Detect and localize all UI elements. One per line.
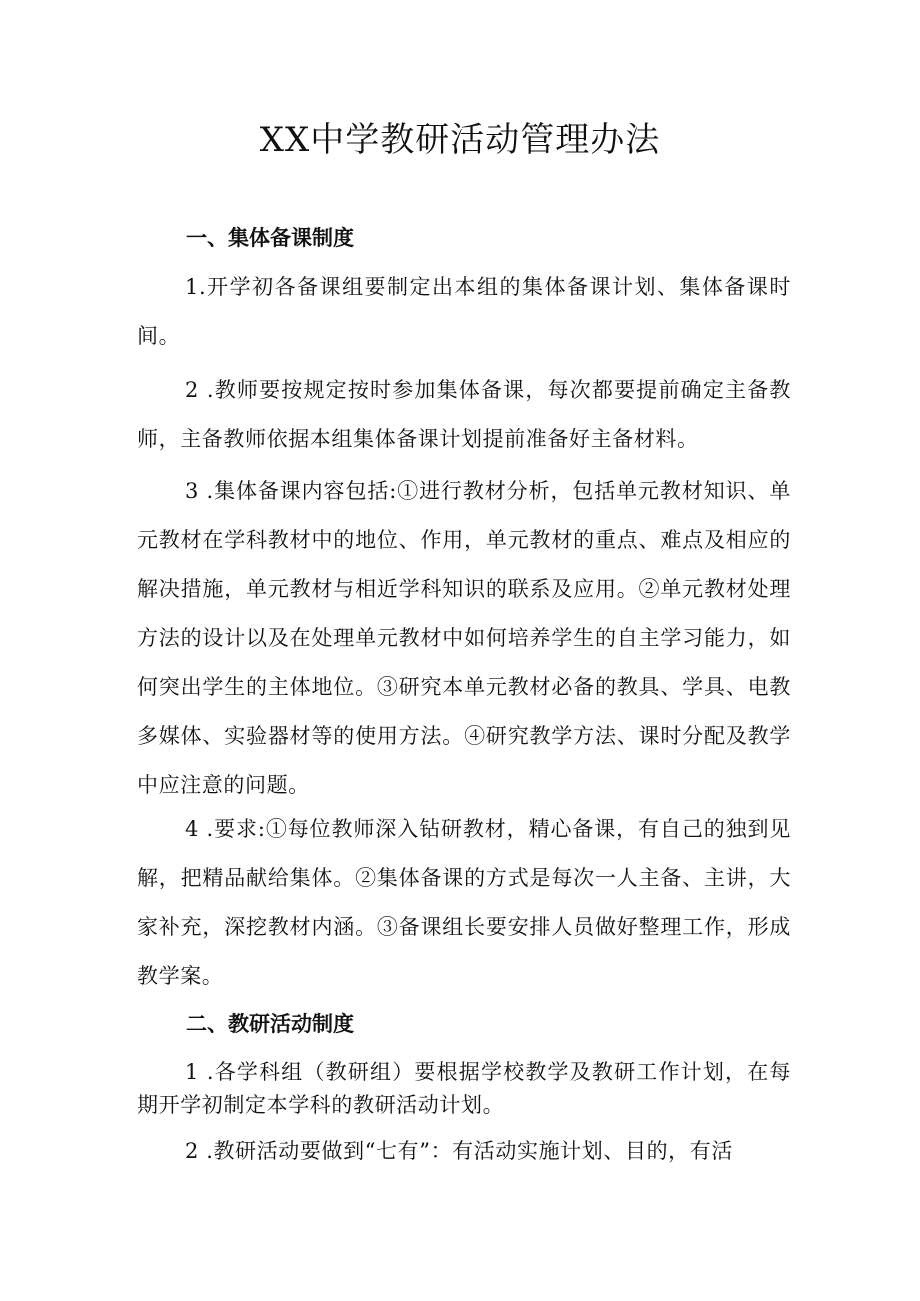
- paragraph-1-3: 3 .集体备课内容包括:①进行教材分析，包括单元教材知识、单元教材在学科教材中的地位、作用，单元教材的重点、难点及相应的解决措施，单元教材与相近学科知识的联系及应用。②单元教材处理方法的设计以及在处理单元教材中如何培养学生的自主学习能力，如何突出学生的主体地位。③研究本单元教材必备的教具、学具、电教多媒体、实验器材等的使用方法。④研究教学方法、课时分配及教学中应注意的问题。: [137, 479, 791, 797]
- section-heading-1: 一、集体备课制度: [186, 226, 354, 250]
- paragraph-2-2: 2 .教研活动要做到“七有”：有活动实施计划、目的，有活: [185, 1139, 733, 1163]
- paragraph-1-2: 2 .教师要按规定按时参加集体备课，每次都要提前确定主备教师，主备教师依据本组集体备课计划提前准备好主备材料。: [137, 378, 791, 451]
- paragraph-1-1: 1.开学初各备课组要制定出本组的集体备课计划、集体备课时间。: [137, 275, 791, 348]
- section-heading-2: 二、教研活动制度: [186, 1012, 354, 1036]
- paragraph-1-4: 4 .要求:①每位教师深入钻研教材，精心备课，有自己的独到见解，把精品献给集体。②集体备课的方式是每次一人主备、主讲，大家补充，深挖教材内涵。③备课组长要安排人员做好整理工作，形成教学案。: [137, 817, 791, 988]
- document-title: XX中学教研活动管理办法: [259, 120, 661, 160]
- paragraph-2-1: 1 .各学科组（教研组）要根据学校教学及教研工作计划，在每期开学初制定本学科的教研活动计划。: [137, 1060, 791, 1117]
